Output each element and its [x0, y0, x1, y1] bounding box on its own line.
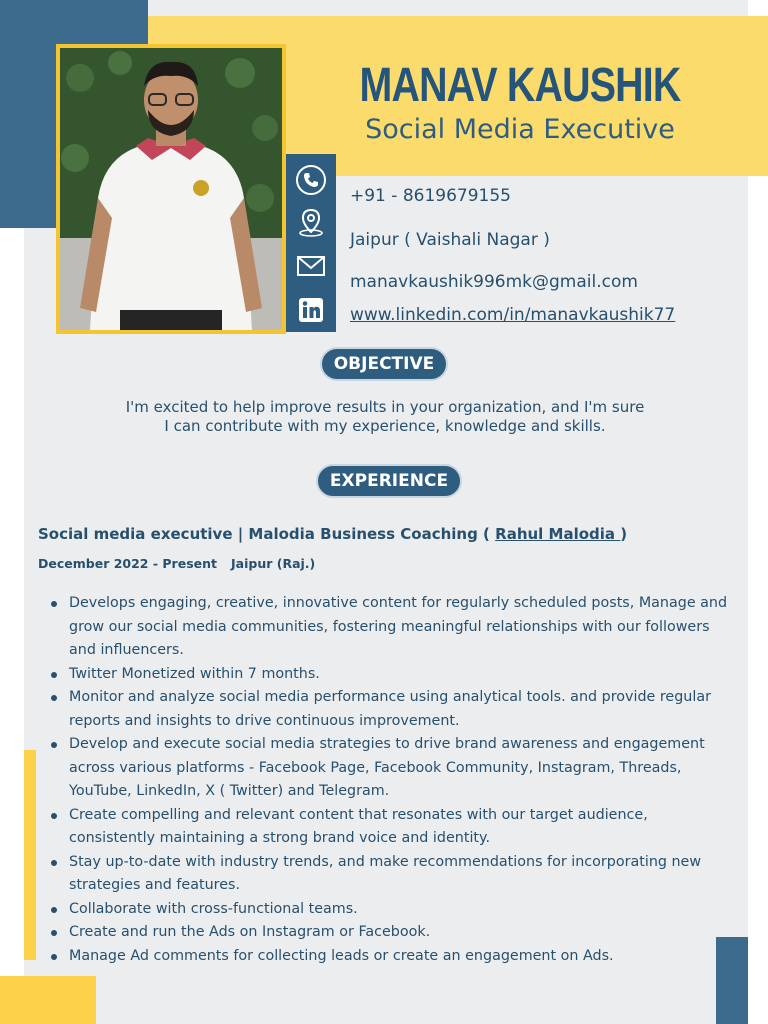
- mentor-link[interactable]: Rahul Malodia: [495, 525, 621, 543]
- contact-icon-bar: [286, 154, 336, 332]
- job-location: Jaipur (Raj.): [231, 556, 316, 571]
- list-item: Manage Ad comments for collecting leads or create an engagement on Ads.: [48, 945, 728, 969]
- linkedin-icon: [295, 294, 327, 326]
- list-item: Stay up-to-date with industry trends, and make recommendations for incorporating new strategies and features.: [48, 851, 728, 898]
- blue-accent-bottom-right: [716, 937, 748, 1024]
- job-dates: December 2022 - Present: [38, 556, 217, 571]
- objective-line-2: I can contribute with my experience, knowledge and skills.: [164, 417, 606, 435]
- yellow-accent-left: [24, 750, 36, 960]
- yellow-accent-bottom-left: [0, 976, 96, 1024]
- job-meta: [38, 556, 315, 571]
- list-item: Monitor and analyze social media performance using analytical tools. and provide regular reports and insights to drive continuous improvement.: [48, 686, 728, 733]
- duties-list: [48, 592, 728, 968]
- phone-icon: [295, 164, 327, 196]
- list-item: Collaborate with cross-functional teams.: [48, 898, 728, 922]
- mentor-open: (: [477, 525, 496, 543]
- job-title-text: Social media executive | Malodia Business Coaching: [38, 525, 478, 543]
- list-item: Twitter Monetized within 7 months.: [48, 663, 728, 687]
- objective-heading: OBJECTIVE: [320, 347, 448, 381]
- candidate-role: Social Media Executive: [365, 114, 675, 145]
- contact-email[interactable]: manavkaushik996mk@gmail.com: [350, 272, 638, 292]
- profile-photo-frame: [56, 44, 286, 334]
- location-pin-icon: [295, 206, 327, 238]
- profile-photo-illustration: [60, 48, 282, 330]
- list-item: Develop and execute social media strategies to drive brand awareness and engagement across various platforms - Facebook Page, Facebook Community, Instagram, Threads, YouTube, LinkedIn, X ( Twitter) and Telegram.: [48, 733, 728, 804]
- candidate-name: MANAV KAUSHIK: [359, 59, 681, 112]
- contact-linkedin[interactable]: [350, 305, 675, 325]
- contact-location: Jaipur ( Vaishali Nagar ): [350, 230, 550, 250]
- experience-heading: EXPERIENCE: [316, 464, 462, 498]
- contact-phone: +91 - 8619679155: [350, 186, 511, 206]
- profile-photo: [60, 48, 282, 330]
- list-item: Create compelling and relevant content that resonates with our target audience, consistently maintaining a strong brand voice and identity.: [48, 804, 728, 851]
- objective-text: [60, 398, 710, 436]
- list-item: Create and run the Ads on Instagram or Facebook.: [48, 921, 728, 945]
- mentor-close: ): [620, 525, 628, 543]
- mail-icon: [295, 250, 327, 282]
- objective-line-1: I'm excited to help improve results in your organization, and I'm sure: [125, 398, 645, 416]
- linkedin-link[interactable]: www.linkedin.com/in/manavkaushik77: [350, 305, 676, 325]
- job-title: [38, 525, 627, 543]
- list-item: Develops engaging, creative, innovative content for regularly scheduled posts, Manage and grow our social media communities, fostering meaningful relationships with our followers and influencers.: [48, 592, 728, 663]
